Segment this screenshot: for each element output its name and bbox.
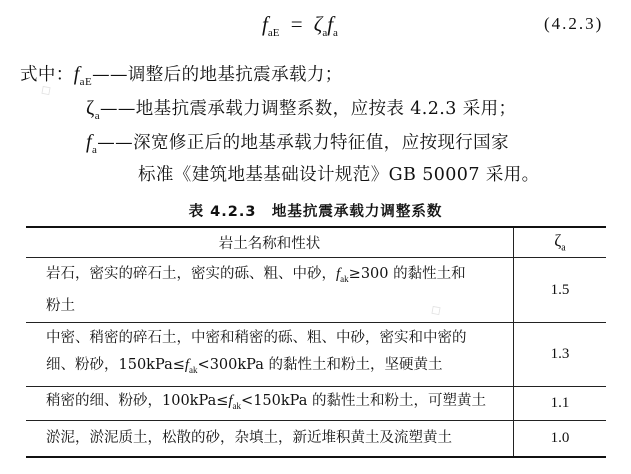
definition-symbol: $\zeta_a$ bbox=[86, 97, 100, 122]
table-cell-description: 中密、稍密的碎石土，中密和稍密的砾、粗、中砂，密实和中密的 细、粉砂，$150kPa\le f_{ak}<300kPa$ 的黏性土和粉土，坚硬黄土 bbox=[26, 323, 514, 387]
equation-number: (4.2.3) bbox=[544, 14, 604, 33]
formula-lhs: $f_{aE}$ bbox=[262, 12, 280, 40]
formula-rhs: $f_a$ bbox=[327, 12, 338, 40]
coefficient-table bbox=[26, 226, 606, 458]
table-cell-description: 稍密的细、粉砂，$100kPa\le f_{ak}<150kPa$ 的黏性土和粉土，可塑黄土 bbox=[26, 387, 514, 421]
table-row bbox=[26, 387, 606, 421]
table-cell-value: 1.5 bbox=[514, 258, 607, 323]
table-row bbox=[26, 421, 606, 458]
definition-text: ——深宽修正后的地基承载力特征值，应按现行国家 bbox=[97, 133, 509, 153]
table-header-row bbox=[26, 227, 606, 258]
definition-line-2 bbox=[86, 95, 516, 122]
definitions-intro: 式中： bbox=[20, 65, 74, 85]
table-cell-value: 1.0 bbox=[514, 421, 607, 458]
table-caption: 表 4.2.3 地基抗震承载力调整系数 bbox=[188, 204, 443, 220]
table-cell-value: 1.1 bbox=[514, 387, 607, 421]
table-row bbox=[26, 258, 606, 323]
definition-line-3 bbox=[86, 129, 509, 156]
definition-line-3-continuation: 标准《建筑地基基础设计规范》GB 50007 采用。 bbox=[138, 165, 540, 185]
formula-coefficient: $\zeta_a$ bbox=[313, 12, 328, 40]
formula-4-2-3 bbox=[262, 12, 338, 39]
header-coefficient: $\zeta_a$ bbox=[514, 227, 607, 258]
table-cell-value: 1.3 bbox=[514, 323, 607, 387]
definition-symbol: $f_a$ bbox=[86, 131, 98, 156]
formula-equals: = bbox=[290, 12, 303, 36]
table-row bbox=[26, 323, 606, 387]
definition-text: ——调整后的地基抗震承载力； bbox=[92, 65, 343, 85]
definition-text: ——地基抗震承载力调整系数，应按表 4.2.3 采用； bbox=[99, 99, 517, 119]
header-soil-name: 岩土名称和性状 bbox=[26, 227, 514, 258]
table-cell-description: 淤泥，淤泥质土，松散的砂，杂填土，新近堆积黄土及流塑黄土 bbox=[26, 421, 514, 458]
definition-symbol: $f_{aE}$ bbox=[73, 63, 93, 88]
definition-line-1 bbox=[20, 61, 343, 88]
watermark-mark: ⬦ bbox=[425, 298, 446, 321]
watermark-mark: ⬦ bbox=[35, 78, 56, 101]
table-cell-description: 岩石，密实的碎石土，密实的砾、粗、中砂，$f_{ak}\ge 300$ 的黏性土和 粉土 bbox=[26, 258, 514, 323]
